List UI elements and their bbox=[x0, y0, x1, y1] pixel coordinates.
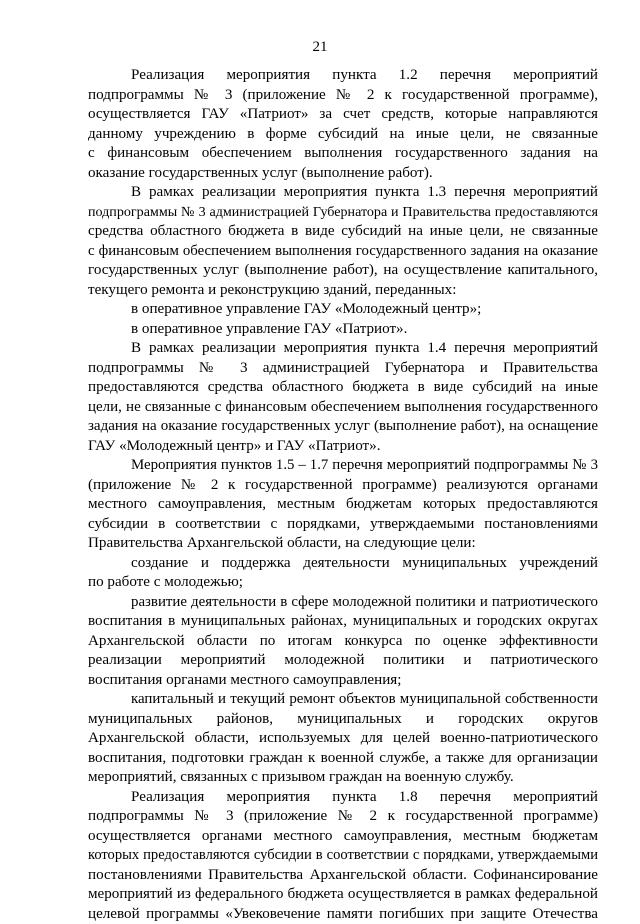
text-line: текущего ремонта и реконструкцию зданий, переданных: bbox=[88, 281, 598, 301]
text-line: средства областного бюджета в виде субсидий на иные цели, не связанные bbox=[88, 222, 598, 242]
text-line: Архангельской области, используемых для целей военно-патриотического bbox=[88, 729, 598, 749]
text-line: воспитания органами местного самоуправления; bbox=[88, 671, 598, 691]
text-line: создание и поддержка деятельности муниципальных учреждений bbox=[88, 554, 598, 574]
text-line: подпрограммы № 3 (приложение № 2 к государственной программе) bbox=[88, 807, 598, 827]
text-line: государственных услуг (выполнение работ), на осуществление капитального, bbox=[88, 261, 598, 281]
text-line: которых предоставляются субсидии в соответствии с порядками, утверждаемыми bbox=[88, 846, 598, 866]
paragraph bbox=[88, 690, 598, 788]
paragraph bbox=[88, 554, 598, 593]
text-line: по работе с молодежью; bbox=[88, 573, 598, 593]
text-line: Мероприятия пунктов 1.5 – 1.7 перечня мероприятий подпрограммы № 3 bbox=[88, 456, 598, 476]
paragraph bbox=[88, 593, 598, 691]
text-line: оказание государственных услуг (выполнение работ). bbox=[88, 164, 598, 184]
text-line: с финансовым обеспечением выполнения государственного задания на bbox=[88, 144, 598, 164]
paragraph bbox=[88, 300, 598, 320]
text-line: целевой программы «Увековечение памяти погибших при защите Отечества bbox=[88, 905, 598, 924]
text-line: В рамках реализации мероприятия пункта 1.3 перечня мероприятий bbox=[88, 183, 598, 203]
text-line: реализации мероприятий молодежной политики и патриотического bbox=[88, 651, 598, 671]
text-line: мероприятий из федерального бюджета осуществляется в рамках федеральной bbox=[88, 885, 598, 905]
text-line: муниципальных районов, муниципальных и городских округов bbox=[88, 710, 598, 730]
text-line: В рамках реализации мероприятия пункта 1.4 перечня мероприятий bbox=[88, 339, 598, 359]
text-line: в оперативное управление ГАУ «Патриот». bbox=[88, 320, 598, 340]
text-line: подпрограммы № 3 (приложение № 2 к государственной программе), bbox=[88, 86, 598, 106]
paragraph bbox=[88, 320, 598, 340]
text-line: предоставляются средства областного бюджета в виде субсидий на иные bbox=[88, 378, 598, 398]
text-line: цели, не связанные с финансовым обеспечением выполнения государственного bbox=[88, 398, 598, 418]
text-line: местного самоуправления, местным бюджетам которых предоставляются bbox=[88, 495, 598, 515]
text-line: (приложение № 2 к государственной программе) реализуются органами bbox=[88, 476, 598, 496]
text-line: мероприятий, связанных с призывом граждан на военную службу. bbox=[88, 768, 598, 788]
text-line: Реализация мероприятия пункта 1.2 перечня мероприятий bbox=[88, 66, 598, 86]
text-line: постановлениями Правительства Архангельской области. Софинансирование bbox=[88, 866, 598, 886]
paragraph bbox=[88, 339, 598, 456]
document-body bbox=[88, 66, 598, 924]
text-line: осуществляется органами местного самоуправления, местным бюджетам bbox=[88, 827, 598, 847]
text-line: подпрограммы № 3 администрацией Губернатора и Правительства предоставляются bbox=[88, 203, 598, 223]
paragraph bbox=[88, 788, 598, 924]
text-line: с финансовым обеспечением выполнения государственного задания на оказание bbox=[88, 242, 598, 262]
text-line: подпрограммы № 3 администрацией Губернатора и Правительства bbox=[88, 359, 598, 379]
text-line: Реализация мероприятия пункта 1.8 перечня мероприятий bbox=[88, 788, 598, 808]
text-line: осуществляется ГАУ «Патриот» за счет средств, которые направляются bbox=[88, 105, 598, 125]
text-line: данному учреждению в форме субсидий на иные цели, не связанные bbox=[88, 125, 598, 145]
paragraph bbox=[88, 456, 598, 554]
text-line: ГАУ «Молодежный центр» и ГАУ «Патриот». bbox=[88, 437, 598, 457]
text-line: воспитания, подготовки граждан к военной службе, а также для организации bbox=[88, 749, 598, 769]
text-line: в оперативное управление ГАУ «Молодежный центр»; bbox=[88, 300, 598, 320]
page-number: 21 bbox=[0, 38, 640, 56]
text-line: капитальный и текущий ремонт объектов муниципальной собственности bbox=[88, 690, 598, 710]
text-line: воспитания в муниципальных районах, муниципальных и городских округах bbox=[88, 612, 598, 632]
text-line: развитие деятельности в сфере молодежной политики и патриотического bbox=[88, 593, 598, 613]
text-line: Правительства Архангельской области, на следующие цели: bbox=[88, 534, 598, 554]
paragraph bbox=[88, 183, 598, 300]
text-line: задания на оказание государственных услуг (выполнение работ), на оснащение bbox=[88, 417, 598, 437]
text-line: субсидии в соответствии с порядками, утверждаемыми постановлениями bbox=[88, 515, 598, 535]
text-line: Архангельской области по итогам конкурса по оценке эффективности bbox=[88, 632, 598, 652]
paragraph bbox=[88, 66, 598, 183]
